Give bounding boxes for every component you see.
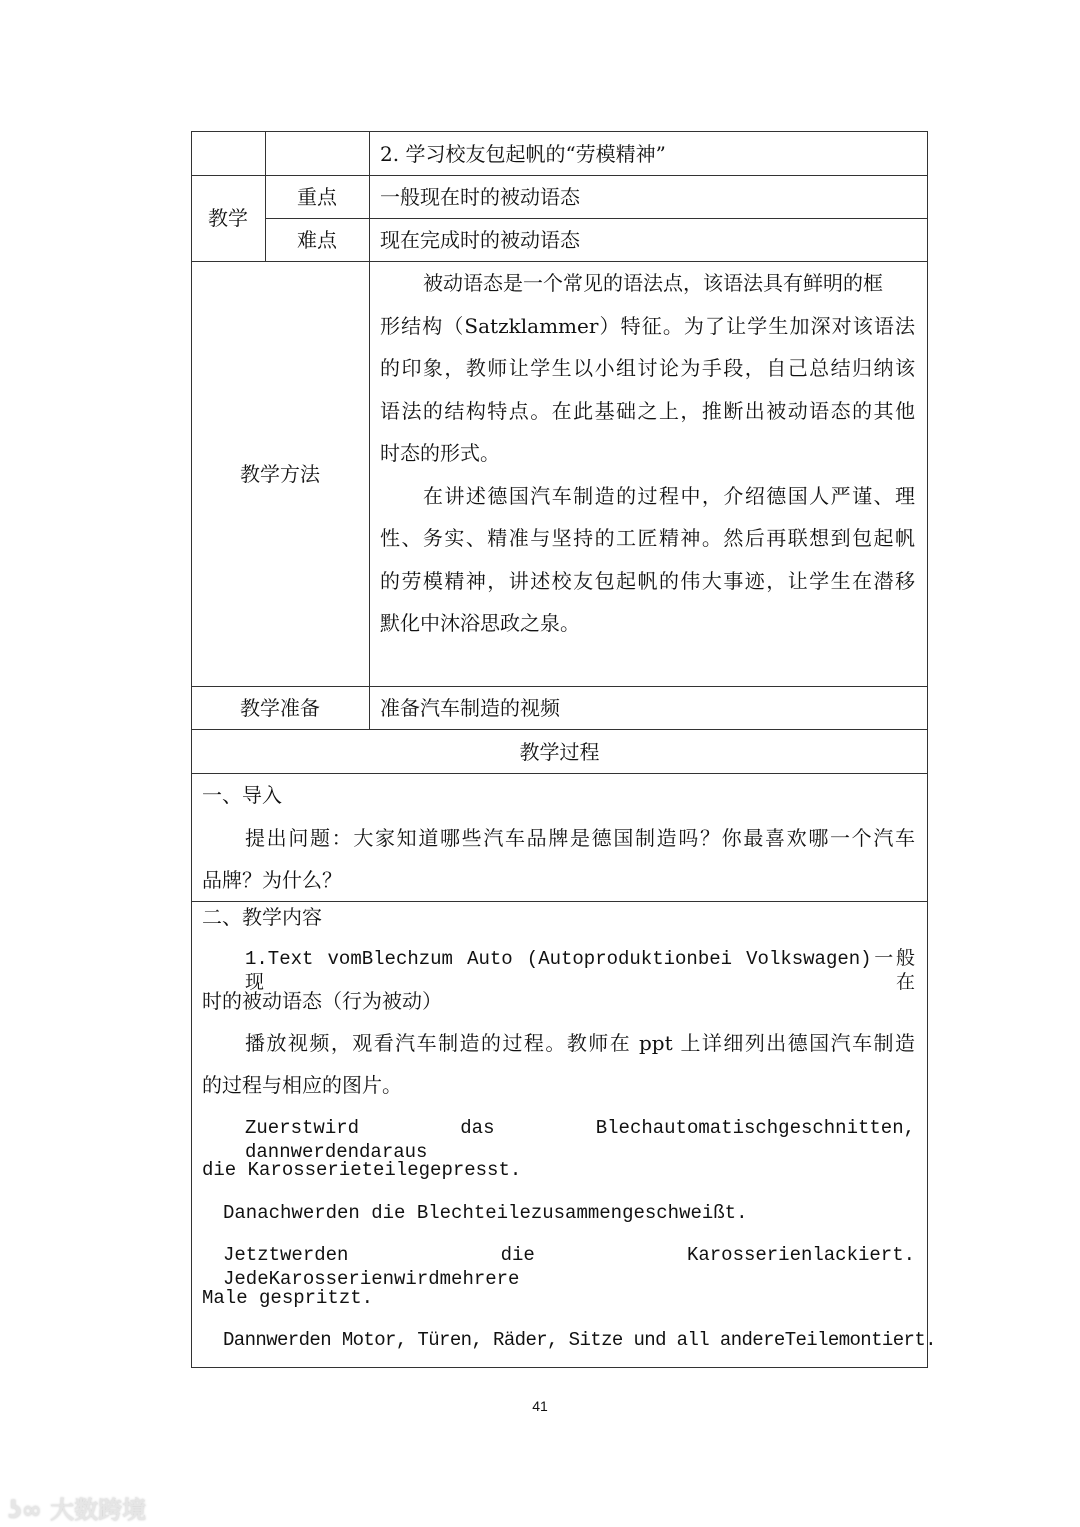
content-line: Dannwerden Motor, Türen, Räder, Sitze und all andereTeilemontiert. [223,1329,936,1351]
objective-2: 2. 学习校友包起帆的“劳模精神” [380,142,666,166]
content-line: Jetztwerden die Karosserienlackiert. JedeKarosserienwirdmehrere [223,1244,915,1290]
intro-line: 品牌？为什么？ [202,868,342,892]
content-line: 1.Text vomBlechzum Auto (Autoproduktionbei Volkswagen)一般现在 [245,948,915,994]
difficulty-value: 现在完成时的被动语态 [380,228,580,252]
method-line: 的劳模精神，讲述校友包起帆的伟大事迹，让学生在潜移 [380,569,915,593]
prep-label: 教学准备 [240,696,320,720]
watermark-logo [8,1490,146,1525]
content-line: Male gespritzt. [202,1287,374,1309]
key-point-label: 重点 [297,185,337,209]
intro-line: 提出问题：大家知道哪些汽车品牌是德国制造吗？你最喜欢哪一个汽车 [245,826,915,850]
process-title: 教学过程 [519,740,600,764]
method-line: 形结构（Satzklammer）特征。为了让学生加深对该语法 [380,314,915,338]
content-line: Danachwerden die Blechteilezusammengeschweißt. [223,1202,748,1224]
method-line: 在讲述德国汽车制造的过程中，介绍德国人严谨、理 [423,484,915,508]
method-line: 被动语态是一个常见的语法点，该语法具有鲜明的框 [423,271,883,295]
content-line: die Karosserieteilegepresst. [202,1159,522,1181]
watermark-icon: ʖ∞ [8,1496,51,1524]
page-number: 41 [532,1398,548,1414]
content-line: 播放视频，观看汽车制造的过程。教师在 ppt 上详细列出德国汽车制造 [245,1031,915,1055]
difficulty-label: 难点 [297,228,337,252]
method-label: 教学方法 [240,462,320,486]
prep-value: 准备汽车制造的视频 [380,696,560,720]
method-line: 默化中沐浴思政之泉。 [380,611,580,635]
content-line: Zuerstwird das Blechautomatischgeschnitten, dannwerdendaraus [245,1117,915,1163]
focus-group-label: 教学 [208,206,248,230]
content-heading: 二、教学内容 [202,905,322,929]
watermark-text: 大数跨境 [50,1496,147,1524]
method-line: 性、务实、精准与坚持的工匠精神。然后再联想到包起帆 [380,526,915,550]
key-point-value: 一般现在时的被动语态 [380,185,580,209]
content-line: 时的被动语态（行为被动） [202,989,442,1013]
method-line: 的印象，教师让学生以小组讨论为手段，自己总结归纳该 [380,356,915,380]
method-line: 时态的形式。 [380,441,500,465]
method-line: 语法的结构特点。在此基础之上，推断出被动语态的其他 [380,399,915,423]
content-line: 的过程与相应的图片。 [202,1073,402,1097]
intro-heading: 一、导入 [202,783,282,807]
